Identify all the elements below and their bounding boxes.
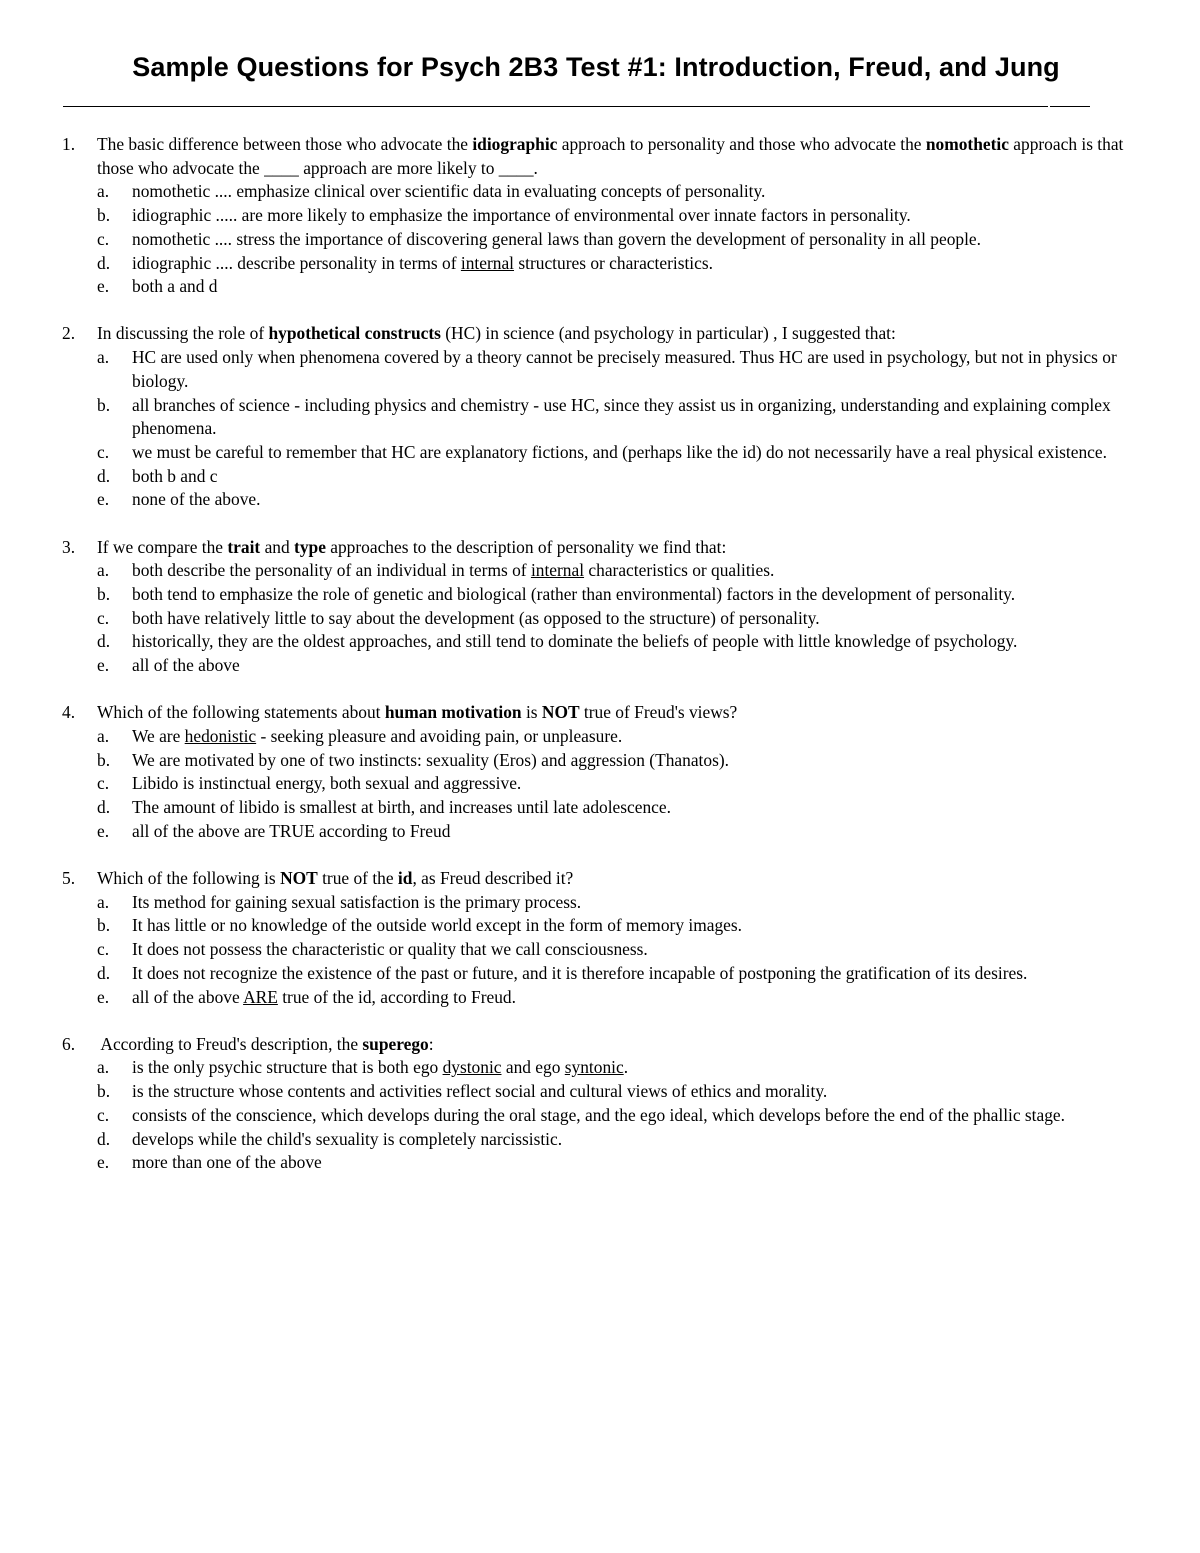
question-number: 2.: [62, 323, 76, 344]
option-letter: d.: [97, 797, 111, 818]
option-a: [62, 725, 1142, 749]
option-letter: a.: [97, 1057, 110, 1078]
question-number: 4.: [62, 702, 76, 723]
option-text: is the structure whose contents and activities reflect social and cultural views of ethics and morality.: [132, 1081, 828, 1102]
option-letter: e.: [97, 276, 110, 297]
option-text: both describe the personality of an individual in terms of internal characteristics or qualities.: [132, 560, 775, 581]
option-text: We are hedonistic - seeking pleasure and avoiding pain, or unpleasure.: [132, 725, 623, 746]
option-letter: b.: [97, 749, 111, 770]
document-title: Sample Questions for Psych 2B3 Test #1: Introduction, Freud, and Jung: [132, 52, 1060, 82]
underlined-term: internal: [530, 560, 585, 581]
option-letter: c.: [97, 228, 110, 249]
option-text: all of the above are TRUE according to Freud: [132, 820, 451, 841]
option-e: [62, 986, 1142, 1010]
option-text: idiographic ..... are more likely to emphasize the importance of environmental over innate factors in personality.: [132, 205, 911, 226]
option-c: [62, 938, 1142, 962]
option-text: more than one of the above: [132, 1152, 322, 1173]
option-c: [62, 607, 1142, 631]
question-5: [62, 867, 1142, 1009]
option-text: nomothetic .... stress the importance of discovering general laws than govern the development of personality in all people.: [132, 228, 981, 249]
underlined-term: ARE: [243, 986, 278, 1007]
underlined-term: dystonic: [442, 1057, 502, 1078]
option-b: [62, 914, 1142, 938]
option-letter: d.: [97, 465, 111, 486]
option-letter: b.: [97, 394, 111, 415]
option-text: Libido is instinctual energy, both sexual and aggressive.: [132, 773, 522, 794]
option-letter: e.: [97, 1152, 110, 1173]
option-d: [62, 630, 1142, 654]
question-stem: The basic difference between those who advocate the idiographic approach to personality and those who advocate the nomothetic approach is that those who advocate the ____ approach are more likely to ____.: [97, 134, 1124, 178]
question-number: 3.: [62, 536, 76, 557]
option-e: [62, 654, 1142, 678]
question-4: [62, 701, 1142, 843]
question-number: 1.: [62, 134, 76, 154]
option-letter: c.: [97, 773, 110, 794]
option-text: both a and d: [132, 276, 218, 297]
question-stem: If we compare the trait and type approaches to the description of personality we find that:: [97, 536, 727, 557]
option-a: [62, 559, 1142, 583]
option-b: [62, 1080, 1142, 1104]
option-text: historically, they are the oldest approaches, and still tend to dominate the beliefs of people with little knowledge of psychology.: [132, 631, 1018, 652]
underlined-term: syntonic: [564, 1057, 624, 1078]
option-text: we must be careful to remember that HC are explanatory fictions, and (perhaps like the id) do not necessarily have a real physical existence.: [132, 441, 1107, 462]
option-letter: e.: [97, 820, 110, 841]
option-d: [62, 252, 1142, 276]
option-e: [62, 1151, 1142, 1175]
option-letter: c.: [97, 607, 110, 628]
question-6: [62, 1033, 1142, 1175]
question-number: 6.: [62, 1033, 76, 1054]
option-text: HC are used only when phenomena covered by a theory cannot be precisely measured. Thus HC are used in psychology, but not in physics or biology.: [132, 347, 1117, 391]
option-text: both b and c: [132, 465, 218, 486]
option-text: Its method for gaining sexual satisfaction is the primary process.: [132, 891, 582, 912]
option-d: [62, 796, 1142, 820]
option-text: none of the above.: [132, 489, 261, 510]
option-text: develops while the child's sexuality is completely narcissistic.: [132, 1128, 563, 1149]
option-text: nomothetic .... emphasize clinical over scientific data in evaluating concepts of personality.: [132, 181, 766, 202]
question-1: [62, 133, 1142, 299]
option-letter: a.: [97, 181, 110, 202]
option-letter: d.: [97, 252, 111, 273]
option-letter: b.: [97, 915, 111, 936]
option-letter: a.: [97, 347, 110, 368]
question-2: [62, 322, 1142, 512]
option-letter: e.: [97, 986, 110, 1007]
option-text: It does not possess the characteristic or quality that we call consciousness.: [132, 939, 648, 960]
question-stem: Which of the following is NOT true of the id, as Freud described it?: [97, 867, 574, 888]
option-a: [62, 891, 1142, 915]
option-e: [62, 275, 1142, 299]
option-b: [62, 394, 1142, 441]
option-text: all branches of science - including physics and chemistry - use HC, since they assist us in organizing, understanding and explaining complex phenomena.: [132, 394, 1111, 439]
option-text: The amount of libido is smallest at birth, and increases until late adolescence.: [132, 797, 671, 818]
option-letter: d.: [97, 631, 111, 652]
option-text: all of the above ARE true of the id, according to Freud.: [132, 986, 516, 1007]
question-3: [62, 536, 1142, 678]
option-letter: b.: [97, 583, 111, 604]
option-b: [62, 583, 1142, 607]
option-letter: d.: [97, 962, 111, 983]
option-letter: b.: [97, 1081, 111, 1102]
option-letter: e.: [97, 489, 110, 510]
option-letter: a.: [97, 560, 110, 581]
option-text: idiographic .... describe personality in terms of internal structures or characteristics.: [132, 252, 713, 273]
option-text: We are motivated by one of two instincts: sexuality (Eros) and aggression (Thanatos).: [132, 749, 729, 770]
option-e: [62, 488, 1142, 512]
question-number: 5.: [62, 867, 76, 888]
question-stem: In discussing the role of hypothetical constructs (HC) in science (and psychology in particular) , I suggested that:: [97, 323, 896, 344]
option-a: [62, 180, 1142, 204]
option-c: [62, 228, 1142, 252]
option-e: [62, 820, 1142, 844]
option-letter: c.: [97, 441, 110, 462]
title-rule: [63, 106, 1048, 107]
option-text: It does not recognize the existence of the past or future, and it is therefore incapable of postponing the gratification of its desires.: [132, 962, 1028, 983]
option-d: [62, 1128, 1142, 1152]
option-letter: a.: [97, 725, 110, 746]
question-stem: Which of the following statements about human motivation is NOT true of Freud's views?: [97, 702, 738, 723]
option-letter: c.: [97, 1104, 110, 1125]
option-letter: a.: [97, 891, 110, 912]
option-a: [62, 346, 1142, 393]
option-d: [62, 465, 1142, 489]
option-letter: d.: [97, 1128, 111, 1149]
option-d: [62, 962, 1142, 986]
option-c: [62, 1104, 1142, 1128]
option-letter: b.: [97, 205, 111, 226]
option-letter: c.: [97, 939, 110, 960]
option-text: both tend to emphasize the role of genetic and biological (rather than environmental) factors in the development of personality.: [132, 583, 1016, 604]
option-letter: e.: [97, 655, 110, 676]
option-text: all of the above: [132, 655, 240, 676]
option-a: [62, 1056, 1142, 1080]
title-rule-tail: [1050, 106, 1090, 107]
option-b: [62, 749, 1142, 773]
option-text: both have relatively little to say about the development (as opposed to the structure) of personality.: [132, 607, 820, 628]
option-b: [62, 204, 1142, 228]
option-text: consists of the conscience, which develops during the oral stage, and the ego ideal, which develops before the end of the phallic stage.: [132, 1104, 1065, 1125]
underlined-term: internal: [460, 252, 515, 273]
option-c: [62, 441, 1142, 465]
option-c: [62, 772, 1142, 796]
option-text: is the only psychic structure that is both ego dystonic and ego syntonic.: [132, 1057, 629, 1078]
option-text: It has little or no knowledge of the outside world except in the form of memory images.: [132, 915, 742, 936]
question-stem: According to Freud's description, the superego:: [97, 1033, 434, 1054]
underlined-term: hedonistic: [184, 725, 257, 746]
question-list: [62, 133, 1142, 1198]
